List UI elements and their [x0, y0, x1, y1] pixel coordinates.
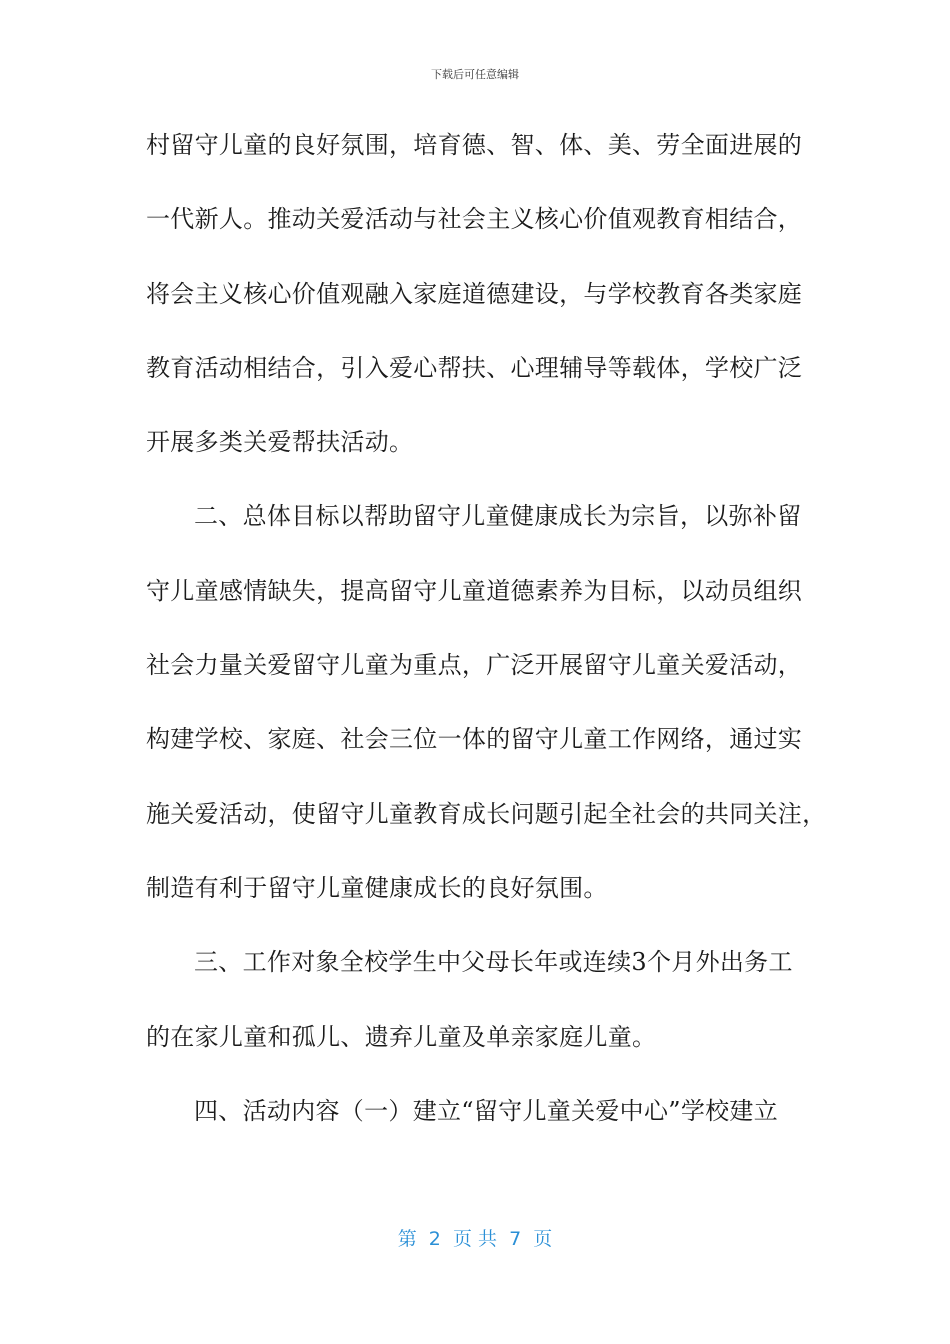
- text-line: 制造有利于留守儿童健康成长的良好氛围。: [146, 873, 608, 902]
- text-line: 构建学校、家庭、社会三位一体的留守儿童工作网络，通过实: [146, 725, 803, 754]
- paragraph-start-line: 三、工作对象全校学生中父母长年或连续3个月外出务工: [194, 948, 793, 977]
- text-line: 教育活动相结合，引入爱心帮扶、心理辅导等载体，学校广泛: [146, 353, 803, 382]
- text-line: 的在家儿童和孤儿、遗弃儿童及单亲家庭儿童。: [146, 1022, 657, 1051]
- text-line: 社会力量关爱留守儿童为重点，广泛开展留守儿童关爱活动，: [146, 651, 803, 680]
- text-line: 施关爱活动，使留守儿童教育成长问题引起全社会的共同关注，: [146, 799, 827, 828]
- text-line: 开展多类关爱帮扶活动。: [146, 428, 414, 457]
- text-line: 将会主义核心价值观融入家庭道德建设，与学校教育各类家庭: [146, 279, 803, 308]
- text-line: 一代新人。推动关爱活动与社会主义核心价值观教育相结合，: [146, 205, 803, 234]
- page-number-footer: 第 2 页 共 7 页: [397, 1228, 553, 1250]
- paragraph-start-line: 四、活动内容（一）建立“留守儿童关爱中心”学校建立: [194, 1096, 779, 1125]
- text-line: 村留守儿童的良好氛围，培育德、智、体、美、劳全面进展的: [146, 131, 803, 159]
- paragraph-start-line: 二、总体目标以帮助留守儿童健康成长为宗旨，以弥补留: [194, 502, 802, 531]
- document-body: [146, 120, 836, 1160]
- page-header: 下载后可任意编辑: [431, 68, 519, 81]
- text-line: 守儿童感情缺失，提高留守儿童道德素养为目标，以动员组织: [146, 576, 803, 605]
